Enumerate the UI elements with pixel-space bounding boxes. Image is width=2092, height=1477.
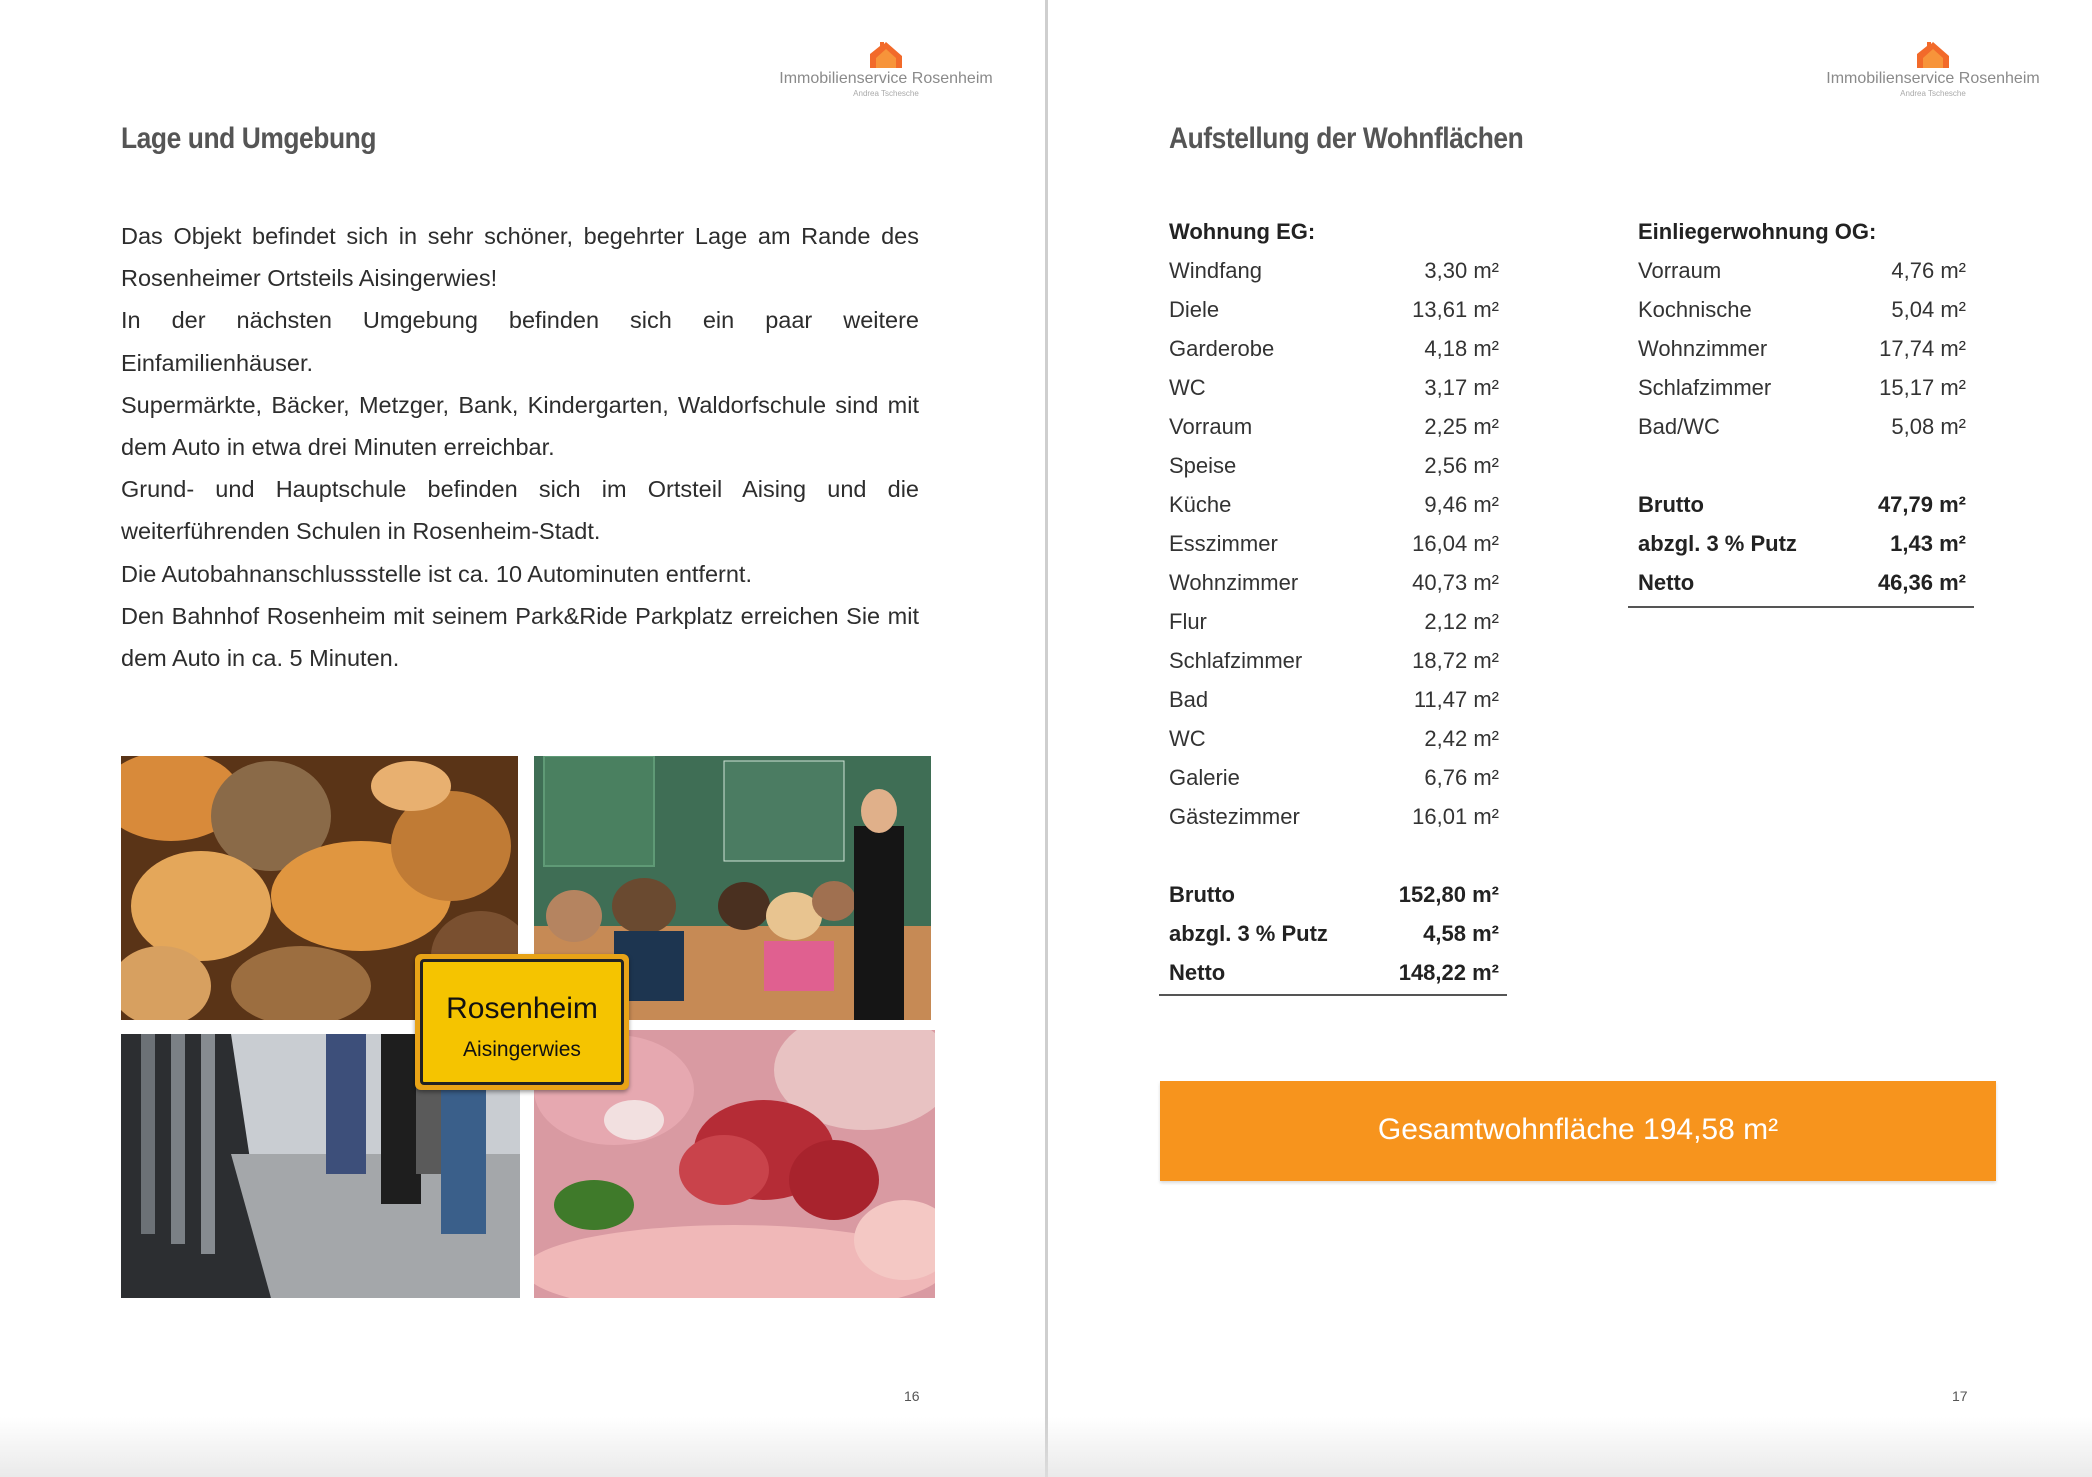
paragraph: Grund- und Hauptschule befinden sich im Ortsteil Aising und die weiterführenden Schulen in Rosenheim-Stadt.	[121, 476, 919, 545]
og-total-rule	[1628, 606, 1974, 608]
total-label: Brutto	[1638, 492, 1704, 517]
eg-area-table	[1169, 212, 1499, 992]
room-row	[1169, 407, 1499, 446]
house-logo-icon	[866, 40, 906, 68]
section-title: Wohnung EG:	[1169, 219, 1316, 244]
room-area: 9,46 m²	[1424, 492, 1499, 517]
location-description	[121, 215, 919, 679]
room-name: Bad	[1169, 687, 1209, 712]
room-row	[1169, 680, 1499, 719]
page-16	[0, 0, 1045, 1477]
page-number: 16	[904, 1388, 920, 1404]
room-area: 2,42 m²	[1424, 726, 1499, 751]
og-area-table	[1638, 212, 1966, 602]
logo-name: Immobilienservice Rosenheim	[1826, 70, 2040, 87]
total-label: abzgl. 3 % Putz	[1638, 531, 1797, 556]
room-area: 11,47 m²	[1413, 687, 1499, 712]
total-area: 46,36 m²	[1877, 570, 1966, 595]
room-name: Bad/WC	[1638, 414, 1720, 439]
room-row	[1169, 758, 1499, 797]
page-heading: Aufstellung der Wohnflächen	[1169, 122, 1524, 155]
room-area: 4,76 m²	[1891, 258, 1966, 283]
room-name: Flur	[1169, 609, 1207, 634]
room-area: 4,18 m²	[1424, 336, 1499, 361]
room-row	[1638, 329, 1966, 368]
room-name: Wohnzimmer	[1169, 570, 1299, 595]
room-row	[1169, 563, 1499, 602]
house-logo-icon	[1913, 40, 1953, 68]
total-row	[1169, 875, 1499, 914]
room-area: 3,17 m²	[1424, 375, 1499, 400]
total-area: 152,80 m²	[1398, 882, 1499, 907]
town-sign	[415, 954, 629, 1090]
room-area: 2,56 m²	[1424, 453, 1499, 478]
room-row	[1638, 290, 1966, 329]
room-area: 5,04 m²	[1891, 297, 1966, 322]
room-area: 3,30 m²	[1424, 258, 1499, 283]
total-row	[1169, 953, 1499, 992]
room-row	[1169, 524, 1499, 563]
bottom-shade	[0, 1417, 2092, 1477]
room-area: 40,73 m²	[1412, 570, 1499, 595]
room-name: Speise	[1169, 453, 1237, 478]
logo-subline: Andrea Tschesche	[1900, 89, 1966, 98]
total-area: 148,22 m²	[1398, 960, 1499, 985]
total-area: 1,43 m²	[1890, 531, 1966, 556]
room-name: Windfang	[1169, 258, 1262, 283]
room-area: 2,25 m²	[1424, 414, 1499, 439]
room-name: Diele	[1169, 297, 1220, 322]
room-row	[1169, 719, 1499, 758]
room-area: 16,01 m²	[1412, 804, 1499, 829]
total-row	[1638, 485, 1966, 524]
room-name: Vorraum	[1638, 258, 1722, 283]
room-row	[1169, 602, 1499, 641]
company-logo	[776, 40, 996, 98]
room-name: Schlafzimmer	[1638, 375, 1772, 400]
room-area: 18,72 m²	[1412, 648, 1499, 673]
total-label: Brutto	[1169, 882, 1235, 907]
total-label: Netto	[1638, 570, 1695, 595]
room-row	[1169, 797, 1499, 836]
room-row	[1169, 368, 1499, 407]
logo-subline: Andrea Tschesche	[853, 89, 919, 98]
room-row	[1169, 641, 1499, 680]
room-area: 17,74 m²	[1879, 336, 1966, 361]
paragraph: Den Bahnhof Rosenheim mit seinem Park&Ride Parkplatz erreichen Sie mit dem Auto in ca. 5 Minuten.	[121, 602, 919, 672]
room-name: Gästezimmer	[1169, 804, 1300, 829]
room-area: 2,12 m²	[1424, 609, 1499, 634]
room-row	[1638, 251, 1966, 290]
sign-subtitle: Aisingerwies	[463, 1038, 581, 1061]
total-area: 47,79 m²	[1877, 492, 1966, 517]
company-logo	[1823, 40, 2043, 98]
room-row	[1169, 485, 1499, 524]
sign-title: Rosenheim	[446, 992, 598, 1025]
room-area: 6,76 m²	[1424, 765, 1499, 790]
total-label: Netto	[1169, 960, 1226, 985]
room-row	[1638, 407, 1966, 446]
room-row	[1169, 251, 1499, 290]
page-gutter	[1045, 0, 1048, 1477]
total-label: abzgl. 3 % Putz	[1169, 921, 1328, 946]
room-name: WC	[1169, 375, 1206, 400]
total-row	[1169, 914, 1499, 953]
room-name: Wohnzimmer	[1638, 336, 1768, 361]
paragraph: Das Objekt befindet sich in sehr schöner, begehrter Lage am Rande des Rosenheimer Ortsteils Aisingerwies!	[121, 223, 919, 292]
room-name: Schlafzimmer	[1169, 648, 1303, 673]
room-name: Garderobe	[1169, 336, 1275, 361]
total-area-banner: Gesamtwohnfläche 194,58 m²	[1160, 1081, 1996, 1181]
logo-name: Immobilienservice Rosenheim	[779, 70, 993, 87]
room-row	[1638, 368, 1966, 407]
room-name: Esszimmer	[1169, 531, 1278, 556]
eg-total-rule	[1159, 994, 1507, 996]
total-row	[1638, 563, 1966, 602]
room-row	[1169, 290, 1499, 329]
paragraph: In der nächsten Umgebung befinden sich ein paar weitere Einfamilienhäuser.	[121, 307, 919, 376]
page-number: 17	[1952, 1388, 1968, 1404]
room-area: 5,08 m²	[1891, 414, 1966, 439]
total-row	[1638, 524, 1966, 563]
photo-collage	[121, 756, 935, 1298]
room-name: Vorraum	[1169, 414, 1253, 439]
room-name: WC	[1169, 726, 1206, 751]
room-row	[1169, 446, 1499, 485]
total-area: 4,58 m²	[1423, 921, 1499, 946]
room-name: Kochnische	[1638, 297, 1752, 322]
room-area: 13,61 m²	[1412, 297, 1499, 322]
room-name: Küche	[1169, 492, 1232, 517]
room-area: 16,04 m²	[1412, 531, 1499, 556]
section-title: Einliegerwohnung OG:	[1638, 219, 1877, 244]
page-heading: Lage und Umgebung	[121, 122, 377, 155]
room-name: Galerie	[1169, 765, 1240, 790]
paragraph: Die Autobahnanschlussstelle ist ca. 10 Autominuten entfernt.	[121, 560, 752, 587]
room-row	[1169, 329, 1499, 368]
room-area: 15,17 m²	[1879, 375, 1966, 400]
paragraph: Supermärkte, Bäcker, Metzger, Bank, Kindergarten, Waldorfschule sind mit dem Auto in etwa drei Minuten erreichbar.	[121, 391, 919, 461]
